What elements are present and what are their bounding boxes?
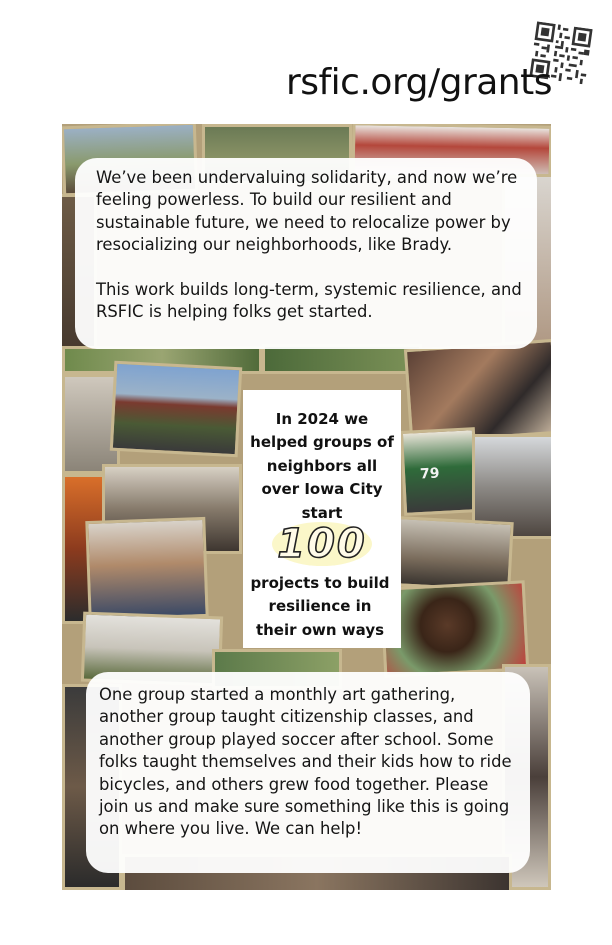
collage-photo <box>390 516 513 592</box>
center-outro-text: projects to build resilience in their own ways <box>250 574 390 639</box>
big-number-text: 100 <box>277 521 367 567</box>
hand-drawn-100 <box>270 518 374 568</box>
jersey-number: 79 <box>419 465 440 483</box>
collage-photo <box>85 517 208 621</box>
examples-card <box>86 672 530 873</box>
resilience-paragraph: This work builds long-term, systemic resilience, and RSFIC is helping folks get started. <box>96 279 522 322</box>
intro-paragraph: We’ve been undervaluing solidarity, and now we’re feeling powerless. To build our resilient and sustainable future, we need to relocalize power by resocializing our neighborhoods, like Brady. <box>96 168 518 255</box>
examples-paragraph: One group started a monthly art gathering, another group taught citizenship classes, and another group played soccer after school. Some folks taught themselves and their kids how to ride bicycles, and others grew food together. Please join us and make sure something like this is going on where you live. We can help! <box>99 685 512 839</box>
center-intro-text: In 2024 we helped groups of neighbors all over Iowa City start <box>250 410 394 522</box>
grants-url[interactable]: rsfic.org/grants <box>285 62 552 103</box>
collage-photo <box>404 339 551 444</box>
collage-photo <box>110 361 243 458</box>
intro-card <box>75 158 537 349</box>
collage-photo <box>400 427 479 516</box>
